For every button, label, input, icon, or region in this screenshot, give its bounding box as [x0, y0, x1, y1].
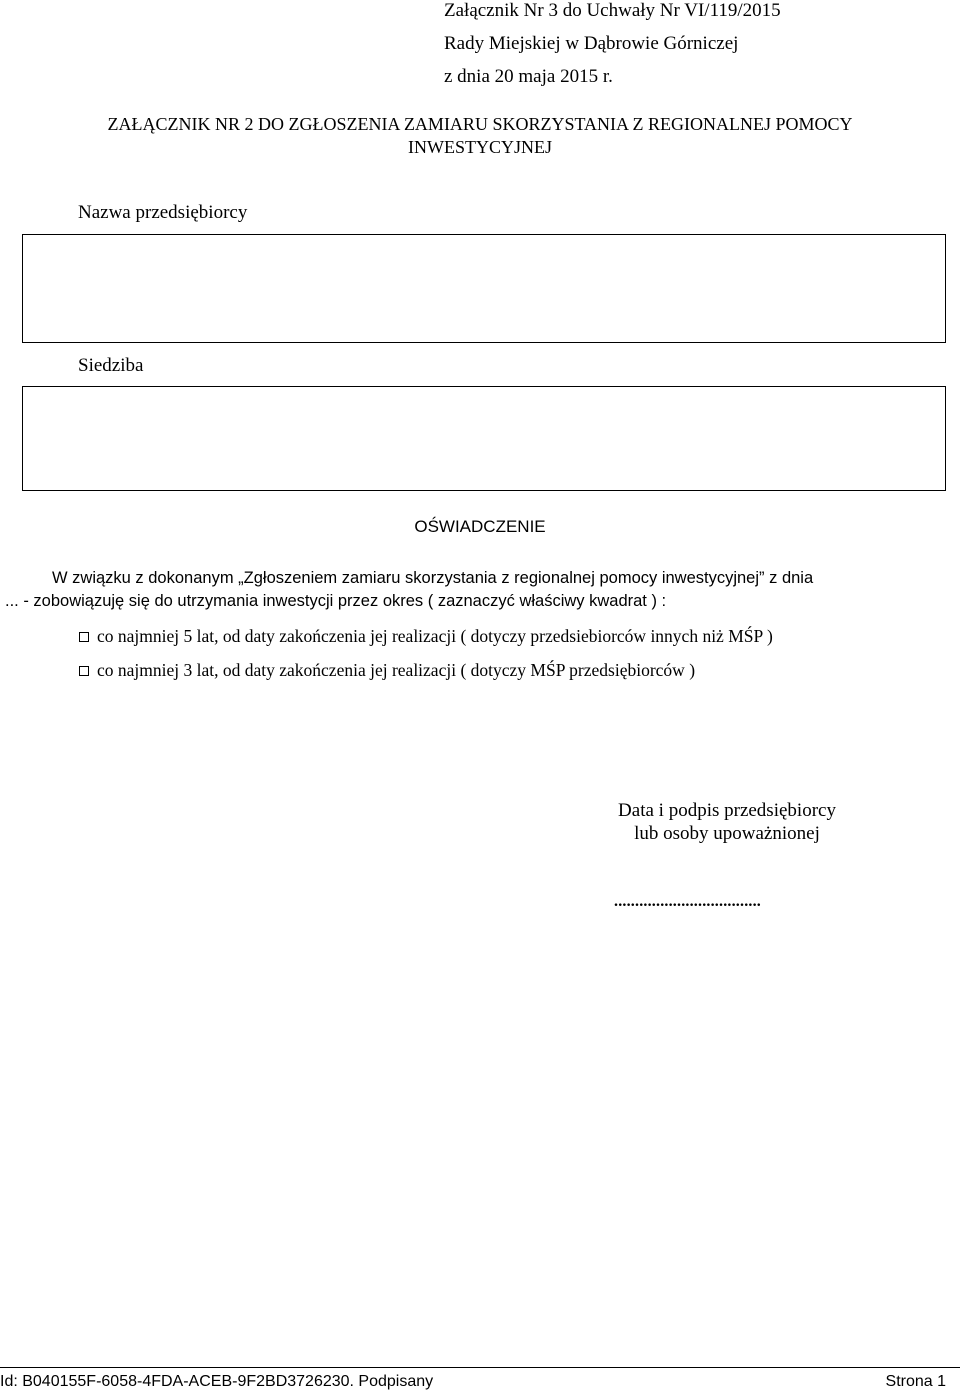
signature-label-line2: lub osoby upoważnionej [634, 823, 820, 844]
checkbox-five-years[interactable] [79, 632, 89, 642]
company-name-label: Nazwa przedsiębiorcy [78, 202, 248, 223]
signature-placeholder-dots: ................................... [614, 893, 761, 910]
document-title-line2: INWESTYCYJNEJ [408, 137, 552, 157]
signature-label-line1: Data i podpis przedsiębiorcy [618, 800, 836, 821]
declaration-text-line2: ... - zobowiązuję się do utrzymania inwestycji przez okres ( zaznaczyć właściwy kwadrat ) : [5, 592, 667, 610]
declaration-heading: OŚWIADCZENIE [414, 517, 546, 536]
header-resolution-line2: Rady Miejskiej w Dąbrowie Górniczej [444, 33, 739, 54]
option-three-years-label: co najmniej 3 lat, od daty zakończenia jej realizacji ( dotyczy MŚP przedsiębiorców ) [97, 660, 696, 680]
option-five-years[interactable] [79, 625, 773, 647]
seat-label: Siedziba [78, 355, 144, 376]
option-three-years[interactable] [79, 659, 695, 681]
header-resolution-line3: z dnia 20 maja 2015 r. [444, 66, 613, 87]
declaration-text-line1: W związku z dokonanym „Zgłoszeniem zamiaru skorzystania z regionalnej pomocy inwestycyjnej” z dnia [52, 569, 814, 587]
footer-document-id: Id: B040155F-6058-4FDA-ACEB-9F2BD3726230. Podpisany [0, 1373, 434, 1390]
option-five-years-label: co najmniej 5 lat, od daty zakończenia jej realizacji ( dotyczy przedsiebiorców innych niż MŚP ) [97, 626, 773, 646]
header-resolution-line1: Załącznik Nr 3 do Uchwały Nr VI/119/2015 [444, 0, 781, 21]
company-name-field[interactable] [22, 234, 946, 343]
document-title-line1: ZAŁĄCZNIK NR 2 DO ZGŁOSZENIA ZAMIARU SKORZYSTANIA Z REGIONALNEJ POMOCY [107, 114, 853, 134]
seat-field[interactable] [22, 386, 946, 491]
footer-page-number: Strona 1 [885, 1373, 946, 1390]
checkbox-three-years[interactable] [79, 666, 89, 676]
footer-divider [0, 1367, 960, 1368]
